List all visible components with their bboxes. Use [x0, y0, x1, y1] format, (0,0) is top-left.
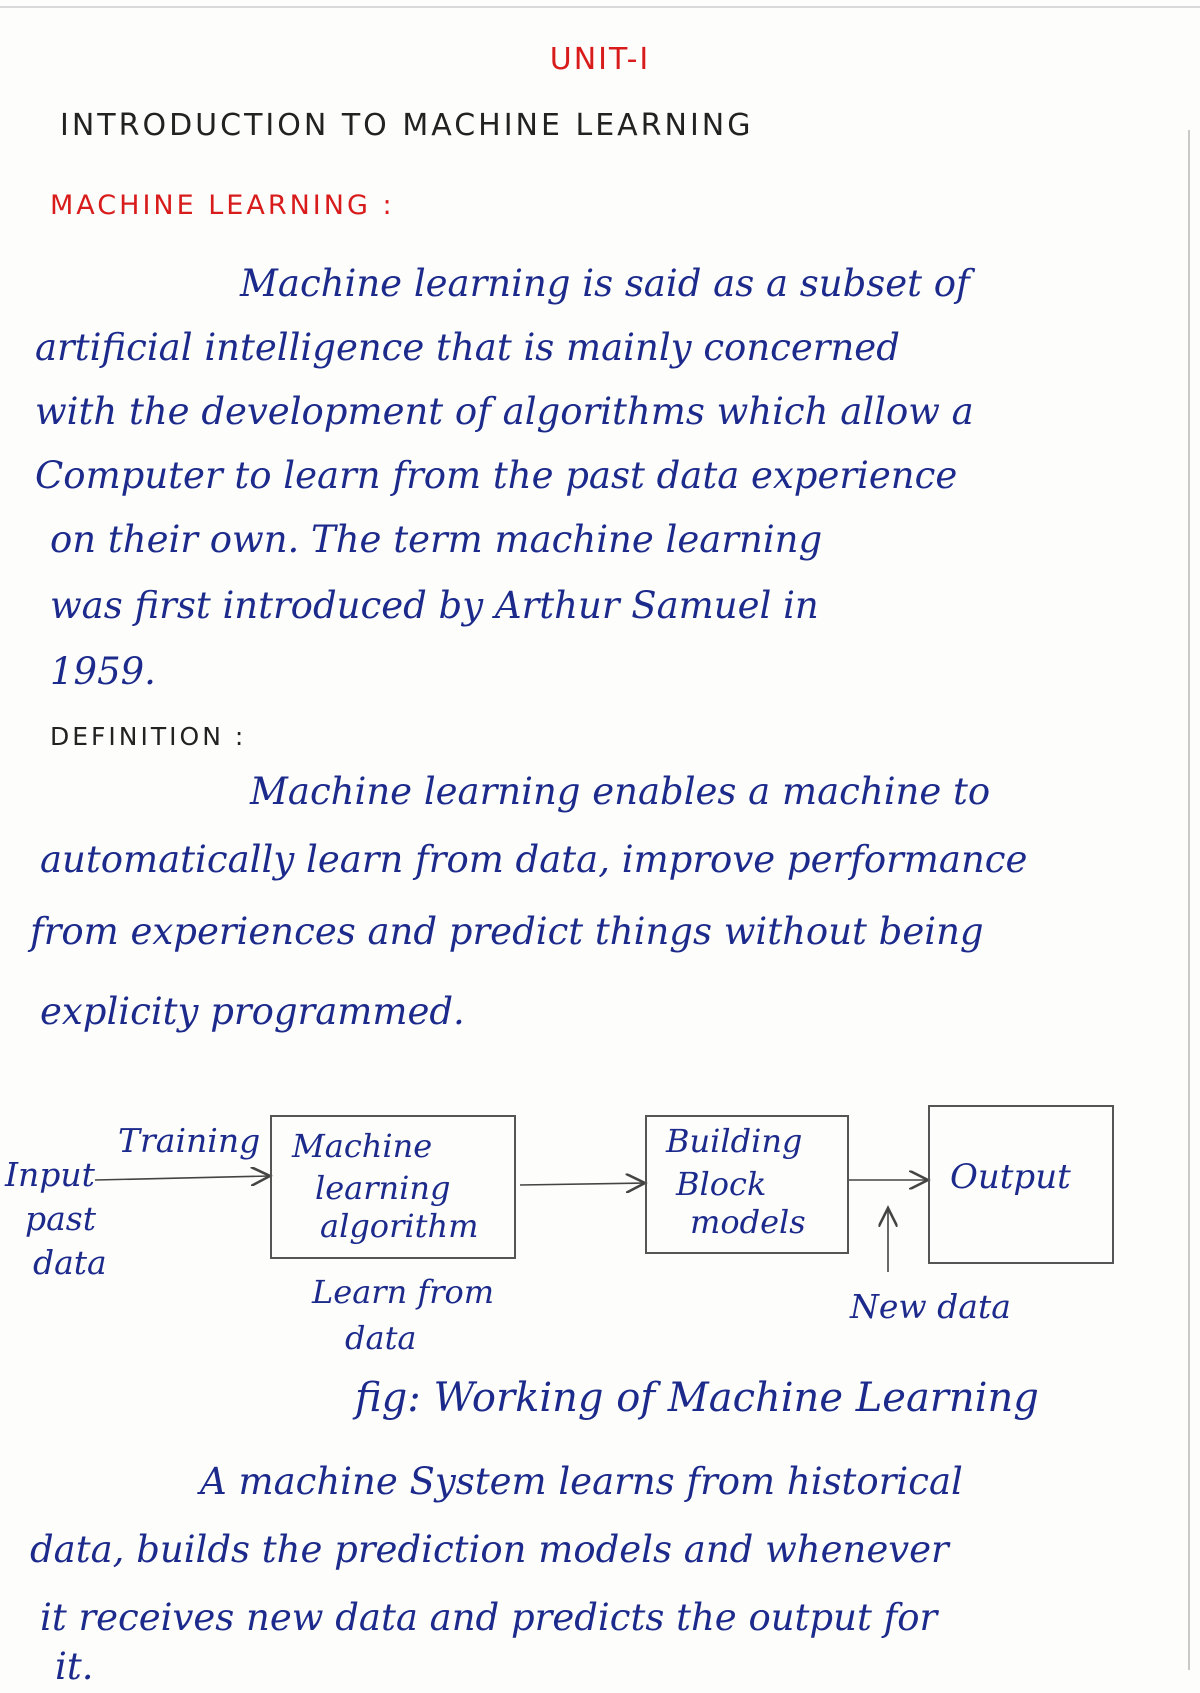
ml-line-1: Machine learning is said as a subset of — [240, 262, 970, 305]
definition-line-4: explicity programmed. — [40, 990, 465, 1033]
ml-algorithm-label-3: algorithm — [320, 1207, 479, 1245]
section-heading-machine-learning: MACHINE LEARNING : — [50, 190, 395, 221]
ml-algorithm-label-1: Machine — [292, 1127, 433, 1165]
summary-line-4: it. — [55, 1645, 94, 1688]
training-label: Training — [118, 1121, 261, 1160]
summary-line-2: data, builds the prediction models and whenever — [30, 1528, 949, 1571]
page-title: INTRODUCTION TO MACHINE LEARNING — [60, 108, 754, 143]
ml-line-3: with the development of algorithms which allow a — [35, 390, 974, 433]
section-heading-definition: DEFINITION : — [50, 722, 247, 751]
models-label-1: Building — [666, 1122, 803, 1160]
ml-algorithm-label-2: learning — [315, 1169, 451, 1207]
input-label: Input — [5, 1155, 95, 1194]
unit-heading: UNIT-I — [549, 42, 651, 77]
input-past-label: past — [25, 1199, 96, 1238]
new-data-label: New data — [850, 1287, 1011, 1326]
learn-from-label: Learn from — [312, 1273, 495, 1311]
input-to-algorithm-arrow — [95, 1176, 270, 1180]
figure-caption: fig: Working of Machine Learning — [355, 1375, 1039, 1421]
ml-line-5: on their own. The term machine learning — [50, 518, 823, 561]
definition-line-2: automatically learn from data, improve performance — [40, 838, 1028, 881]
ml-line-7: 1959. — [50, 650, 156, 693]
summary-line-3: it receives new data and predicts the output for — [40, 1596, 938, 1639]
ml-line-6: was first introduced by Arthur Samuel in — [50, 584, 819, 627]
models-label-3: models — [690, 1203, 806, 1241]
ml-line-2: artificial intelligence that is mainly concerned — [35, 326, 900, 369]
models-label-2: Block — [676, 1165, 767, 1203]
learn-data-label: data — [345, 1319, 417, 1357]
ml-line-4: Computer to learn from the past data experience — [35, 454, 958, 497]
summary-line-1: A machine System learns from historical — [200, 1460, 963, 1503]
input-data-label: data — [33, 1243, 107, 1282]
output-label: Output — [950, 1157, 1071, 1197]
definition-line-3: from experiences and predict things without being — [30, 910, 984, 953]
definition-line-1: Machine learning enables a machine to — [250, 770, 991, 813]
algorithm-to-models-arrow — [520, 1183, 645, 1185]
